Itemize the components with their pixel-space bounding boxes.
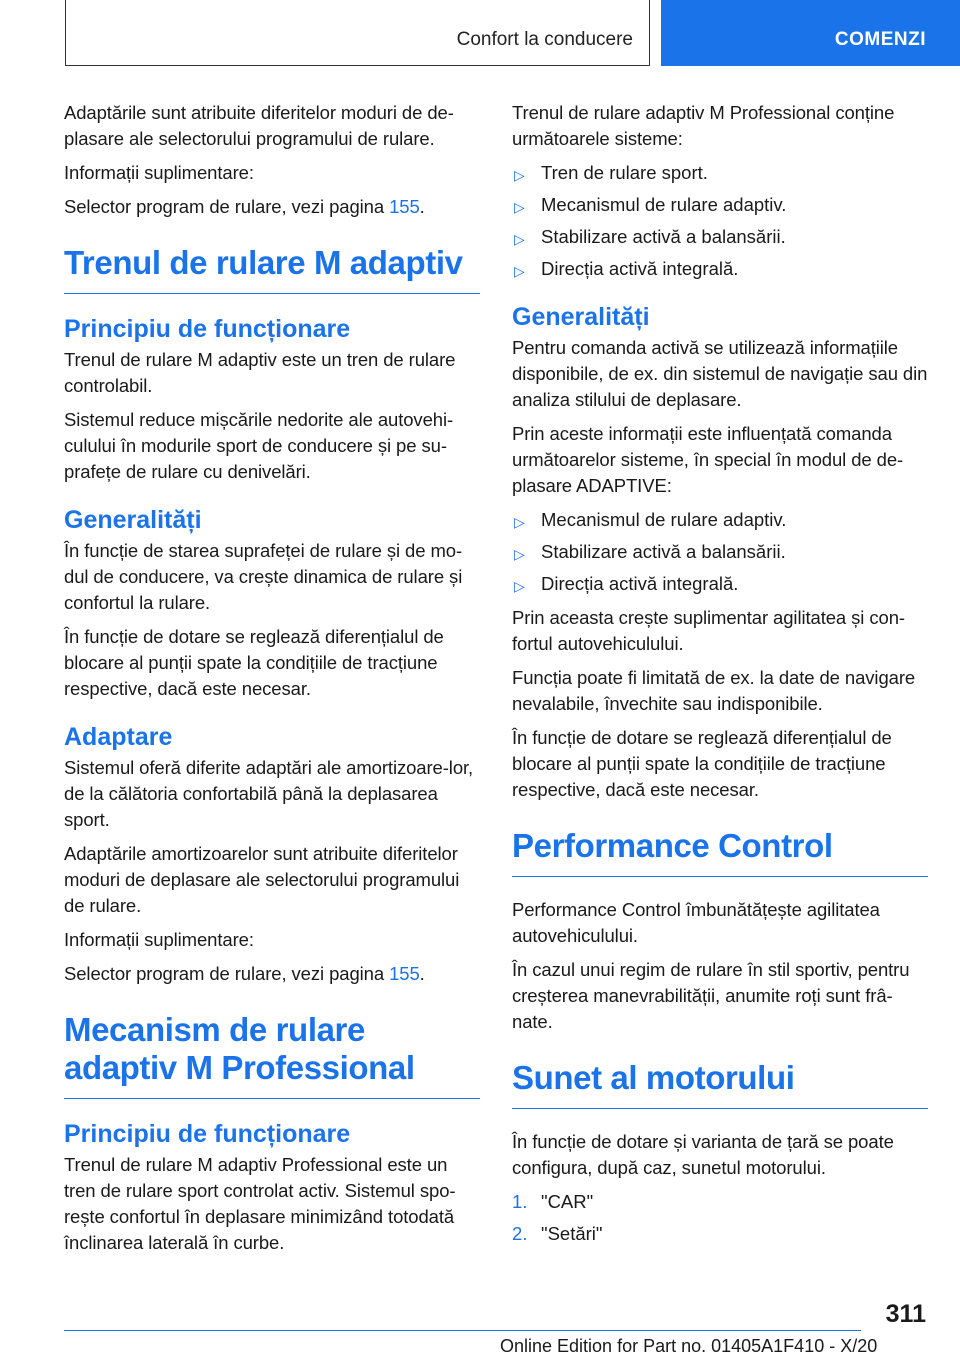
left-column [64, 100, 480, 1264]
steps-list [512, 1189, 928, 1247]
step-item [512, 1189, 928, 1215]
list-item: ▷ Direcția activă integrală. [512, 256, 928, 282]
paragraph: În funcție de starea suprafeței de rulare și de mo‐dul de conducere, va crește dinamica de rulare și confortul la rulare. [64, 540, 463, 613]
page-header [0, 0, 960, 66]
right-column [512, 100, 928, 1253]
triangle-bullet-icon: ▷ [514, 514, 525, 530]
subheading-principiu: Principiu de funcționare [64, 315, 351, 343]
paragraph-text: Selector program de rulare, vezi pagina [64, 963, 390, 984]
paragraph-end: . [419, 963, 425, 984]
paragraph: Informații suplimentare: [64, 929, 254, 950]
paragraph-text: Selector program de rulare, vezi pagina [64, 196, 390, 217]
paragraph: În funcție de dotare se reglează diferențialul de blocare al punții spate la condițiile de tracțiune respective, dacă este necesar. [512, 727, 892, 800]
paragraph-end: . [419, 196, 425, 217]
paragraph: Informații suplimentare: [64, 162, 254, 183]
page-link[interactable]: 155 [389, 963, 420, 984]
list-item: ▷ Direcția activă integrală. [512, 571, 928, 597]
paragraph: Prin aceste informații este influențată comanda următoarelor sisteme, în special în modul de de‐plasare ADAPTIVE: [512, 423, 904, 496]
paragraph: Sistemul reduce mișcările nedorite ale autovehi‐culului în modurile sport de conducere și pe su‐prafețe de rulare cu denivelări. [64, 409, 454, 482]
step-text: "Setări" [541, 1223, 603, 1244]
paragraph: Performance Control îmbunătățește agilitatea autovehiculului. [512, 899, 880, 946]
chapter-tab [661, 0, 960, 66]
paragraph-with-link [64, 194, 480, 220]
section-title: Confort la conducere [456, 29, 633, 50]
list-item: ▷ Stabilizare activă a balansării. [512, 224, 928, 250]
list-item: ▷ Mecanismul de rulare adaptiv. [512, 507, 928, 533]
triangle-bullet-icon: ▷ [514, 199, 525, 215]
heading-trenul-de-rulare: Trenul de rulare M adaptiv [64, 244, 480, 294]
paragraph: Funcția poate fi limitată de ex. la date de navigare nevalabile, învechite sau indisponibile. [512, 667, 916, 714]
list-item: ▷ Stabilizare activă a balansării. [512, 539, 928, 565]
heading-sunet-motor: Sunet al motorului [512, 1059, 928, 1109]
paragraph: Adaptările sunt atribuite diferitelor moduri de de‐plasare ale selectorului programului de rulare. [64, 102, 454, 149]
step-item [512, 1221, 928, 1247]
paragraph: Prin aceasta crește suplimentar agilitatea și con‐fortul autovehiculului. [512, 607, 905, 654]
paragraph: În cazul unui regim de rulare în stil sportiv, pentru creșterea manevrabilității, anumite roți sunt frâ‐nate. [512, 959, 910, 1032]
paragraph: În funcție de dotare și varianta de țară se poate configura, după caz, sunetul motorului. [512, 1131, 894, 1178]
section-tab [65, 0, 650, 66]
list-item: ▷ Mecanismul de rulare adaptiv. [512, 192, 928, 218]
footer-divider [64, 1330, 861, 1331]
triangle-bullet-icon: ▷ [514, 231, 525, 247]
footer-edition: Online Edition for Part no. 01405A1F410 - X/20 [500, 1336, 878, 1356]
paragraph: Pentru comanda activă se utilizează informațiile disponibile, de ex. din sistemul de navigație sau din analiza stilului de deplasare. [512, 337, 928, 410]
heading-mecanism-de-rulare: Mecanism de rulare adaptiv M Professional [64, 1011, 480, 1099]
triangle-bullet-icon: ▷ [514, 263, 525, 279]
paragraph-with-link [64, 961, 480, 987]
systems-list [512, 160, 928, 282]
subheading-generalitati: Generalități [64, 506, 202, 534]
paragraph: Adaptările amortizoarelor sunt atribuite diferitelor moduri de deplasare ale selectorului programului de rulare. [64, 843, 460, 916]
adaptive-systems-list [512, 507, 928, 597]
triangle-bullet-icon: ▷ [514, 578, 525, 594]
paragraph: În funcție de dotare se reglează diferențialul de blocare al punții spate la condițiile de tracțiune respective, dacă este necesar. [64, 626, 444, 699]
paragraph: Trenul de rulare M adaptiv Professional este un tren de rulare sport controlat activ. Sistemul spo‐rește confortul în deplasare minimizând totodată înclinarea laterală în curbe. [64, 1154, 456, 1253]
chapter-title: COMENZI [834, 29, 926, 50]
step-number: 2. [512, 1223, 528, 1244]
step-number: 1. [512, 1191, 528, 1212]
subheading-principiu: Principiu de funcționare [64, 1120, 351, 1148]
subheading-generalitati: Generalități [512, 303, 650, 331]
page-number: 311 [885, 1300, 926, 1328]
page-link[interactable]: 155 [389, 196, 420, 217]
list-item: ▷ Tren de rulare sport. [512, 160, 928, 186]
heading-performance-control: Performance Control [512, 827, 928, 877]
subheading-adaptare: Adaptare [64, 723, 173, 751]
paragraph: Trenul de rulare adaptiv M Professional conține următoarele sisteme: [512, 102, 895, 149]
step-text: "CAR" [541, 1191, 594, 1212]
triangle-bullet-icon: ▷ [514, 167, 525, 183]
paragraph: Sistemul oferă diferite adaptări ale amortizoare‐lor, de la călătoria confortabilă până la deplasarea sport. [64, 757, 474, 830]
triangle-bullet-icon: ▷ [514, 546, 525, 562]
paragraph: Trenul de rulare M adaptiv este un tren de rulare controlabil. [64, 349, 456, 396]
